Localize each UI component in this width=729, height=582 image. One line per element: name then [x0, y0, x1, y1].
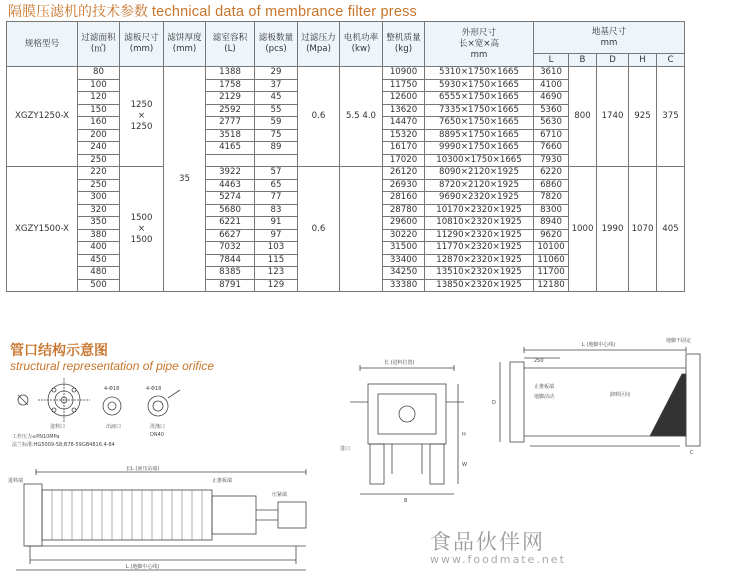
cell-L: 7660: [534, 142, 569, 155]
title-en: technical data of membrance filter press: [151, 4, 417, 20]
section2-title: [10, 340, 214, 373]
label-wash: 洗涤口: [150, 424, 166, 430]
cell-C: 405: [657, 167, 685, 292]
cell-qty: 65: [255, 179, 298, 192]
label-4-18-a: 4-Φ18: [104, 386, 120, 392]
label-press-end: 压紧端: [272, 492, 288, 498]
cell-vol: 5680: [206, 204, 255, 217]
header-found: 地基尺寸 mm: [534, 22, 685, 54]
cell-B: 800: [569, 67, 597, 167]
cell-vol: 8385: [206, 267, 255, 280]
plate-dim-line: 1250: [130, 100, 153, 110]
cell-area: 250: [78, 154, 120, 167]
plate-dim-line: 1500: [130, 212, 153, 223]
header-plate: 滤板尺寸 (mm): [120, 22, 164, 67]
press-plate: [212, 496, 256, 534]
label-length-feed: 长 (进料位置): [384, 360, 415, 366]
cell-L: 7930: [534, 154, 569, 167]
end-view-drawing: [330, 356, 480, 506]
label-stop-plate: 止推板端: [534, 384, 555, 390]
cell-weight: 26930: [383, 179, 425, 192]
label-footing-fixed: 地脚不固定: [666, 338, 692, 344]
header-weight: 整机质量 (kg): [383, 22, 425, 67]
cell-vol: 8791: [206, 279, 255, 292]
watermark-url: www.foodmate.net: [430, 553, 566, 566]
cell-weight: 12600: [383, 92, 425, 105]
cell-area: 320: [78, 204, 120, 217]
label-footing-move: 地脚活动: [534, 394, 555, 400]
cell-L: 6220: [534, 167, 569, 180]
cell-vol: 7844: [206, 254, 255, 267]
header-vol: 滤室容积 (L): [206, 22, 255, 67]
label-W: W: [462, 462, 467, 468]
label-H: H: [462, 432, 466, 438]
cell-C: 375: [657, 67, 685, 167]
cell-qty: 91: [255, 217, 298, 230]
cell-area: 450: [78, 254, 120, 267]
cell-area: 350: [78, 217, 120, 230]
label-dn40: DN40: [150, 432, 164, 438]
cell-L: 4690: [534, 92, 569, 105]
cell-power: [340, 167, 383, 292]
cell-area: 250: [78, 179, 120, 192]
discharge-wedge: [650, 374, 686, 436]
cell-qty: 55: [255, 104, 298, 117]
cell-L: 8940: [534, 217, 569, 230]
cell-H: 925: [629, 67, 657, 167]
cell-qty: [255, 154, 298, 167]
cell-weight: 13620: [383, 104, 425, 117]
label-stop-end: 止推板端: [212, 478, 233, 484]
header-dim: 外形尺寸 长×宽×高 mm: [425, 22, 534, 67]
section2-cn: 管口结构示意图: [10, 342, 108, 358]
label-4-18-b: 4-Φ18: [146, 386, 162, 392]
cell-H: 1070: [629, 167, 657, 292]
cell-L: 3610: [534, 67, 569, 80]
plate-pack: [42, 490, 212, 540]
cell-press: 0.6: [298, 167, 340, 292]
cell-D: 1990: [597, 167, 629, 292]
cell-area: 120: [78, 92, 120, 105]
cell-weight: 34250: [383, 267, 425, 280]
spec-body: [7, 67, 685, 292]
label-250: 250: [534, 358, 544, 364]
cell-qty: 83: [255, 204, 298, 217]
label-discharge-zone: 卸料区间: [610, 392, 631, 398]
cell-qty: 57: [255, 167, 298, 180]
cell-weight: 28780: [383, 204, 425, 217]
cell-dim: 10170×2320×1925: [425, 204, 534, 217]
cell-area: 300: [78, 192, 120, 205]
header-B: B: [569, 54, 597, 67]
watermark: [430, 526, 566, 566]
cell-dim: 12870×2320×1925: [425, 254, 534, 267]
label-length-L: 长L (液压站端): [126, 466, 160, 472]
press-side-drawing: [6, 466, 326, 582]
plate-dim-line: ×: [137, 223, 146, 234]
cell-vol: 5274: [206, 192, 255, 205]
leg-right: [430, 444, 444, 484]
label-B: B: [404, 498, 408, 504]
label-C: C: [690, 450, 694, 456]
cell-qty: 89: [255, 142, 298, 155]
cell-weight: 30220: [383, 229, 425, 242]
cell-dim: 6555×1750×1665: [425, 92, 534, 105]
plate-dim-line: ×: [137, 111, 146, 121]
label-footing-L: L (地脚中心线): [126, 564, 160, 570]
cell-vol: 7032: [206, 242, 255, 255]
cell-plate: [120, 167, 164, 292]
header-H: H: [629, 54, 657, 67]
cell-vol: 4463: [206, 179, 255, 192]
cell-press: 0.6: [298, 67, 340, 167]
cell-vol: 2129: [206, 92, 255, 105]
cell-dim: 8720×2120×1925: [425, 179, 534, 192]
cell-qty: 115: [255, 254, 298, 267]
cell-L: 6860: [534, 179, 569, 192]
foundation-left-pad: [510, 362, 524, 442]
foundation-right-pad: [686, 354, 700, 446]
cell-qty: 77: [255, 192, 298, 205]
cell-weight: 26120: [383, 167, 425, 180]
cell-qty: 97: [255, 229, 298, 242]
cell-qty: 59: [255, 117, 298, 130]
plate-dim-line: 1500: [130, 234, 153, 245]
cell-qty: 29: [255, 67, 298, 80]
cell-L: 11060: [534, 254, 569, 267]
cell-dim: 7650×1750×1665: [425, 117, 534, 130]
cell-D: 1740: [597, 67, 629, 167]
table-row: [7, 67, 685, 80]
cell-L: 5360: [534, 104, 569, 117]
cell-area: 480: [78, 267, 120, 280]
cell-dim: 9690×2320×1925: [425, 192, 534, 205]
label-D: D: [492, 400, 496, 406]
cell-L: 6710: [534, 129, 569, 142]
cell-qty: 45: [255, 92, 298, 105]
header-power: 电机功率 (kw): [340, 22, 383, 67]
cell-qty: 123: [255, 267, 298, 280]
cell-weight: 11750: [383, 79, 425, 92]
spec-table: [6, 21, 685, 292]
cell-dim: 11770×2320×1925: [425, 242, 534, 255]
label-feed: 进料口: [50, 424, 66, 430]
plate-dim-line: 1250: [130, 122, 153, 132]
cell-weight: 10900: [383, 67, 425, 80]
cell-L: 9620: [534, 229, 569, 242]
cell-dim: 7335×1750×1665: [425, 104, 534, 117]
cell-plate: [120, 67, 164, 167]
table-row: [7, 167, 685, 180]
section2-en: structural representation of pipe orifice: [10, 359, 215, 373]
cell-L: 8300: [534, 204, 569, 217]
leg-left: [370, 444, 384, 484]
cell-model: XGZY1500-X: [7, 167, 78, 292]
cell-thickness: 35: [164, 67, 206, 292]
cell-dim: 5310×1750×1665: [425, 67, 534, 80]
cell-qty: 37: [255, 79, 298, 92]
cell-area: 80: [78, 67, 120, 80]
header-C: C: [657, 54, 685, 67]
cell-qty: 129: [255, 279, 298, 292]
cell-area: 200: [78, 129, 120, 142]
label-inlet: 进口: [340, 446, 351, 452]
cell-area: 100: [78, 79, 120, 92]
cell-weight: 29600: [383, 217, 425, 230]
cell-vol: 4165: [206, 142, 255, 155]
label-feed-end: 进料端: [8, 478, 24, 484]
cell-vol: 2592: [206, 104, 255, 117]
title-cn: 隔膜压滤机的技术参数: [8, 3, 148, 19]
cell-area: 400: [78, 242, 120, 255]
cell-vol: 3922: [206, 167, 255, 180]
page-title: [8, 1, 417, 21]
cell-weight: 28160: [383, 192, 425, 205]
cell-vol: [206, 154, 255, 167]
watermark-cn: 食品伙伴网: [430, 530, 545, 554]
header-qty: 滤板数量 (pcs): [255, 22, 298, 67]
cell-vol: 1388: [206, 67, 255, 80]
cell-vol: 3518: [206, 129, 255, 142]
cell-dim: 10810×2320×1925: [425, 217, 534, 230]
cell-dim: 8090×2120×1925: [425, 167, 534, 180]
cell-area: 150: [78, 104, 120, 117]
header-model: 规格型号: [7, 22, 78, 67]
cell-area: 240: [78, 142, 120, 155]
label-pressure: 工作压力≤PN10MPa: [12, 434, 60, 440]
header-area: 过滤面积 (㎡): [78, 22, 120, 67]
end-frame: [368, 384, 446, 444]
cell-vol: 6627: [206, 229, 255, 242]
cell-dim: 13850×2320×1925: [425, 279, 534, 292]
hydraulic-cylinder: [278, 502, 306, 528]
cell-dim: 10300×1750×1665: [425, 154, 534, 167]
cell-dim: 13510×2320×1925: [425, 267, 534, 280]
header-L: L: [534, 54, 569, 67]
cell-vol: 2777: [206, 117, 255, 130]
cell-power: 5.5 4.0: [340, 67, 383, 167]
header-D: D: [597, 54, 629, 67]
cell-area: 500: [78, 279, 120, 292]
cell-vol: 6221: [206, 217, 255, 230]
cell-weight: 15320: [383, 129, 425, 142]
label-outlet: 出液口: [106, 424, 122, 430]
cell-weight: 17020: [383, 154, 425, 167]
cell-weight: 33380: [383, 279, 425, 292]
cell-L: 10100: [534, 242, 569, 255]
cell-area: 160: [78, 117, 120, 130]
cell-weight: 31500: [383, 242, 425, 255]
end-plate-left: [24, 484, 42, 546]
cell-dim: 5930×1750×1665: [425, 79, 534, 92]
cell-L: 7820: [534, 192, 569, 205]
header-thick: 滤饼厚度 (mm): [164, 22, 206, 67]
flange-drawing: [8, 376, 188, 466]
label-standard: 法兰标准:HG5009-58;B78-59GB4816.4-84: [12, 442, 115, 448]
cell-weight: 16170: [383, 142, 425, 155]
label-footing-center: L (地脚中心线): [582, 342, 616, 348]
cell-dim: 11290×2320×1925: [425, 229, 534, 242]
cell-weight: 14470: [383, 117, 425, 130]
cell-dim: 8895×1750×1665: [425, 129, 534, 142]
cell-area: 220: [78, 167, 120, 180]
header-press: 过滤压力 (Mpa): [298, 22, 340, 67]
cell-weight: 33400: [383, 254, 425, 267]
cell-qty: 75: [255, 129, 298, 142]
cell-B: 1000: [569, 167, 597, 292]
foundation-drawing: [490, 334, 720, 464]
cell-qty: 103: [255, 242, 298, 255]
cell-L: 4100: [534, 79, 569, 92]
cell-dim: 9990×1750×1665: [425, 142, 534, 155]
cell-L: 11700: [534, 267, 569, 280]
cell-L: 12180: [534, 279, 569, 292]
cell-L: 5630: [534, 117, 569, 130]
cell-vol: 1758: [206, 79, 255, 92]
cell-model: XGZY1250-X: [7, 67, 78, 167]
cell-area: 380: [78, 229, 120, 242]
